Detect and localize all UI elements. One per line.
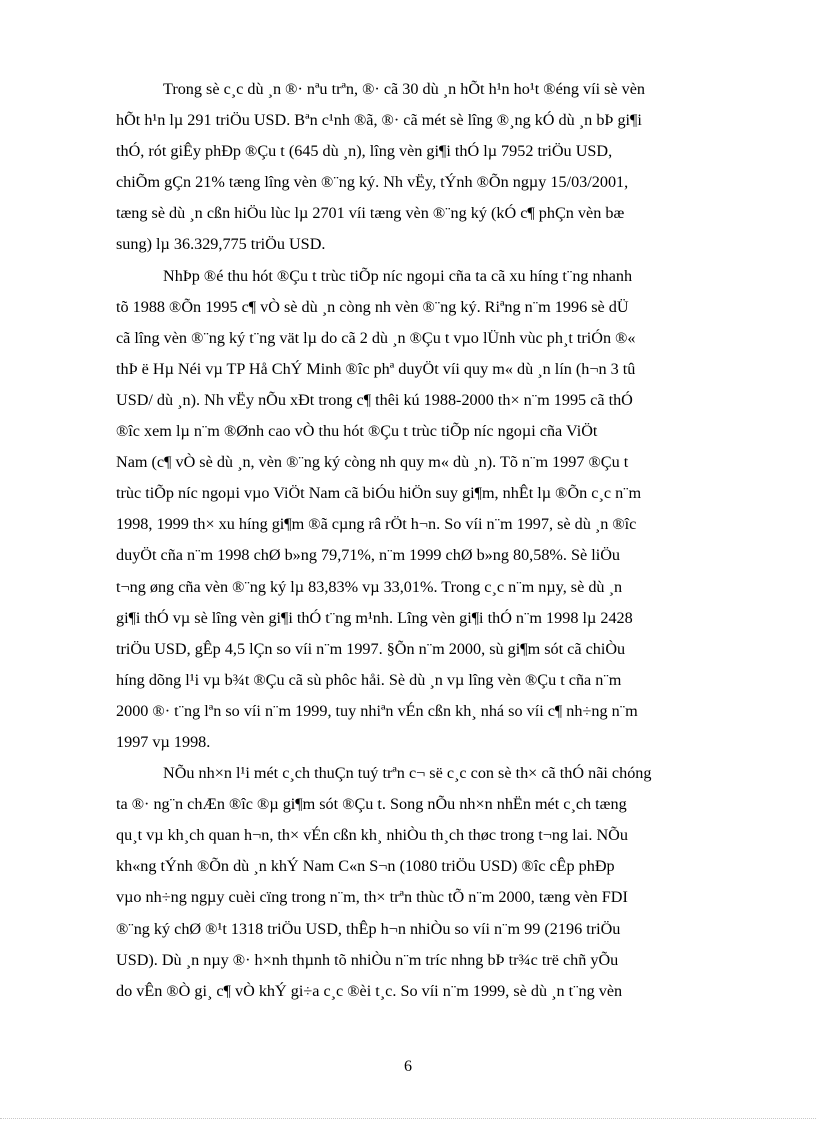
text-line: ®¨ng ký chØ ®¹t 1318 triÖu USD, thÊp h¬n nhiÒu so víi n¨m 99 (2196 triÖu	[116, 919, 621, 938]
text-line: 2000 ®· t¨ng lªn so víi n¨m 1999, tuy nhiªn vÉn cßn kh¸ nhá so víi c¶ nh÷ng n¨m	[116, 701, 638, 720]
text-line: thÓ, rót giÊy phÐp ®Çu t (645 dù ¸n), lîng vèn gi¶i thÓ lµ 7952 triÖu USD,	[116, 142, 613, 161]
text-line: chiÕm gÇn 21% tæng lîng vèn ®¨ng ký. Nh vËy, tÝnh ®Õn ngµy 15/03/2001,	[116, 173, 629, 192]
body-text	[116, 74, 750, 1007]
text-line: sung) lµ 36.329,775 triÖu USD.	[116, 235, 326, 254]
text-line: ®îc xem lµ n¨m ®Ønh cao vÒ thu hót ®Çu t trùc tiÕp níc ngoµi cña ViÖt	[116, 422, 598, 441]
text-line: qu¸t vµ kh¸ch quan h¬n, th× vÉn cßn kh¸ nhiÒu th¸ch thøc trong t¬ng lai. NÕu	[116, 826, 628, 845]
paragraph-1	[116, 74, 750, 261]
text-line: tæng sè dù ¸n cßn hiÖu lùc lµ 2701 víi tæng vèn ®¨ng ký (kÓ c¶ phÇn vèn bæ	[116, 204, 625, 223]
text-line: Trong sè c¸c dù ¸n ®· nªu trªn, ®· cã 30 dù ¸n hÕt h¹n ho¹t ®éng víi sè vèn	[163, 80, 646, 98]
page-number: 6	[404, 1058, 412, 1075]
text-line: t¬ng øng cña vèn ®¨ng ký lµ 83,83% vµ 33,01%. Trong c¸c n¨m nµy, sè dù ¸n	[116, 577, 623, 596]
text-line: gi¶i thÓ vµ sè lîng vèn gi¶i thÓ t¨ng m¹nh. Lîng vèn gi¶i thÓ n¨m 1998 lµ 2428	[116, 608, 633, 627]
text-line: vµo nh÷ng ngµy cuèi cïng trong n¨m, th× trªn thùc tÕ n¨m 2000, tæng vèn FDI	[116, 888, 628, 907]
text-line: thÞ ë Hµ Néi vµ TP Hå ChÝ Minh ®îc phª duyÖt víi quy m« dù ¸n lín (h¬n 3 tû	[116, 359, 636, 378]
text-line: Nam (c¶ vÒ sè dù ¸n, vèn ®¨ng ký còng nh quy m« dù ¸n). Tõ n¨m 1997 ®Çu t	[116, 453, 629, 472]
text-line: USD/ dù ¸n). Nh vËy nÕu xÐt trong c¶ thêi kú 1988-2000 th× n¨m 1995 cã thÓ	[116, 390, 633, 409]
text-line: duyÖt cña n¨m 1998 chØ b»ng 79,71%, n¨m 1999 chØ b»ng 80,58%. Sè liÖu	[116, 546, 621, 565]
text-line: 1998, 1999 th× xu híng gi¶m ®ã cµng râ rÖt h¬n. So víi n¨m 1997, sè dù ¸n ®îc	[116, 515, 637, 534]
text-line: 1997 vµ 1998.	[116, 732, 211, 751]
text-line: do vÊn ®Ò gi¸ c¶ vÒ khÝ gi÷a c¸c ®èi t¸c. So víi n¨m 1999, sè dù ¸n t¨ng vèn	[116, 981, 623, 1000]
text-line: NÕu nh×n l¹i mét c¸ch thuÇn tuý trªn c¬ së c¸c con sè th× cã thÓ nãi chóng	[163, 764, 652, 783]
text-line: tõ 1988 ®Õn 1995 c¶ vÒ sè dù ¸n còng nh vèn ®¨ng ký. Riªng n¨m 1996 sè dÜ	[116, 297, 629, 316]
text-line: trùc tiÕp níc ngoµi vµo ViÖt Nam cã biÓu hiÖn suy gi¶m, nhÊt lµ ®Õn c¸c n¨m	[116, 484, 642, 503]
paragraph-2	[116, 261, 750, 759]
text-line: cã lîng vèn ®¨ng ký t¨ng vät lµ do cã 2 dù ¸n ®Çu t vµo lÜnh vùc ph¸t triÓn ®«	[116, 328, 636, 347]
text-line: NhÞp ®é thu hót ®Çu t trùc tiÕp níc ngoµi cña ta cã xu híng t¨ng nhanh	[163, 266, 633, 285]
paragraph-3	[116, 758, 750, 1007]
page-bottom-divider	[0, 1118, 816, 1119]
text-line: USD). Dù ¸n nµy ®· h×nh thµnh tõ nhiÒu n¨m tríc nhng bÞ tr¾c trë chñ yÕu	[116, 950, 619, 969]
text-line: triÖu USD, gÊp 4,5 lÇn so víi n¨m 1997. §Õn n¨m 2000, sù gi¶m sót cã chiÒu	[116, 639, 626, 658]
text-line: kh«ng tÝnh ®Õn dù ¸n khÝ Nam C«n S¬n (1080 triÖu USD) ®îc cÊp phÐp	[116, 857, 615, 876]
text-line: ta ®· ng¨n chÆn ®îc ®µ gi¶m sót ®Çu t. Song nÕu nh×n nhËn mét c¸ch tæng	[116, 795, 627, 814]
text-line: hÕt h¹n lµ 291 triÖu USD. Bªn c¹nh ®ã, ®· cã mét sè lîng ®¸ng kÓ dù ¸n bÞ gi¶i	[116, 111, 642, 130]
text-line: híng dõng l¹i vµ b¾t ®Çu cã sù phôc håi. Sè dù ¸n vµ lîng vèn ®Çu t cña n¨m	[116, 670, 622, 689]
